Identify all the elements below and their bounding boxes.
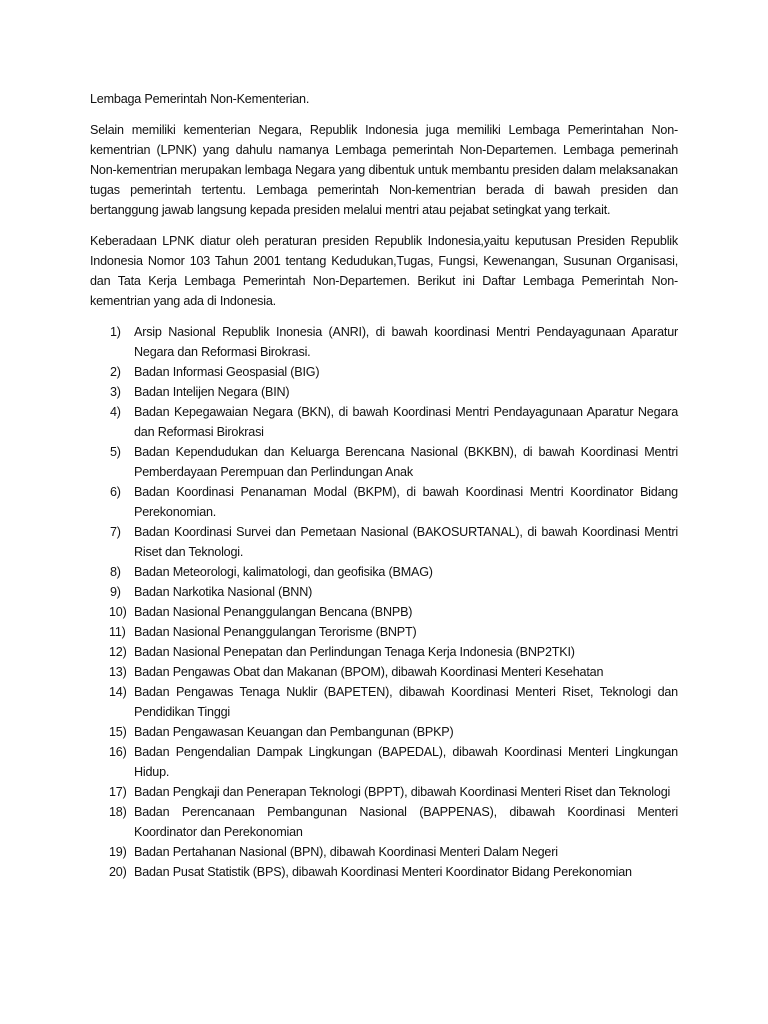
list-item xyxy=(90,862,678,882)
list-text: Badan Kependudukan dan Keluarga Berencana Nasional (BKKBN), di bawah Koordinasi Mentri Pemberdayaan Perempuan dan Perlindungan Anak xyxy=(134,445,678,479)
list-number: 4) xyxy=(110,405,121,419)
list-item xyxy=(90,402,678,442)
list-number: 13) xyxy=(109,665,127,679)
list-number: 19) xyxy=(109,845,127,859)
list-number: 18) xyxy=(109,805,127,819)
list-number: 5) xyxy=(110,445,121,459)
list-item xyxy=(90,522,678,562)
list-text: Badan Kepegawaian Negara (BKN), di bawah Koordinasi Mentri Pendayagunaan Aparatur Negara dan Reformasi Birokrasi xyxy=(134,405,678,439)
list-text: Badan Pengkaji dan Penerapan Teknologi (BPPT), dibawah Koordinasi Menteri Riset dan Teknologi xyxy=(134,785,671,799)
list-text: Badan Pengawasan Keuangan dan Pembangunan (BPKP) xyxy=(134,725,454,739)
list-item xyxy=(90,482,678,522)
list-item xyxy=(90,842,678,862)
list-number: 3) xyxy=(110,385,121,399)
list-text: Badan Nasional Penanggulangan Bencana (BNPB) xyxy=(134,605,413,619)
list-text: Badan Pertahanan Nasional (BPN), dibawah Koordinasi Menteri Dalam Negeri xyxy=(134,845,558,859)
list-item xyxy=(90,662,678,682)
list-number: 17) xyxy=(109,785,127,799)
list-text: Arsip Nasional Republik Inonesia (ANRI), di bawah koordinasi Mentri Pendayagunaan Aparatur Negara dan Reformasi Birokrasi. xyxy=(134,325,678,359)
list-number: 1) xyxy=(110,325,121,339)
list-text: Badan Koordinasi Survei dan Pemetaan Nasional (BAKOSURTANAL), di bawah Koordinasi Mentri Riset dan Teknologi. xyxy=(134,525,678,559)
list-item xyxy=(90,582,678,602)
list-item xyxy=(90,722,678,742)
list-number: 8) xyxy=(110,565,121,579)
list-text: Badan Koordinasi Penanaman Modal (BKPM), di bawah Koordinasi Mentri Koordinator Bidang Perekonomian. xyxy=(134,485,678,519)
list-text: Badan Narkotika Nasional (BNN) xyxy=(134,585,313,599)
list-number: 14) xyxy=(109,685,127,699)
list-text: Badan Intelijen Negara (BIN) xyxy=(134,385,290,399)
list-number: 2) xyxy=(110,365,121,379)
legal-basis-paragraph: Keberadaan LPNK diatur oleh peraturan presiden Republik Indonesia,yaitu keputusan Presiden Republik Indonesia Nomor 103 Tahun 2001 tentang Kedudukan,Tugas, Fungsi, Kewenangan, Susunan Organisasi, dan Tata Kerja Lembaga Pemerintah Non-Departemen. Berikut ini Daftar Lembaga Pemerintah Non-kementrian yang ada di Indonesia. xyxy=(90,234,678,308)
agency-list xyxy=(90,322,678,882)
list-item xyxy=(90,802,678,842)
list-text: Badan Informasi Geospasial (BIG) xyxy=(134,365,320,379)
list-text: Badan Pusat Statistik (BPS), dibawah Koordinasi Menteri Koordinator Bidang Perekonomian xyxy=(134,865,632,879)
list-item xyxy=(90,442,678,482)
list-number: 6) xyxy=(110,485,121,499)
list-number: 20) xyxy=(109,865,127,879)
list-text: Badan Nasional Penanggulangan Terorisme (BNPT) xyxy=(134,625,417,639)
list-text: Badan Meteorologi, kalimatologi, dan geofisika (BMAG) xyxy=(134,565,433,579)
list-item xyxy=(90,322,678,362)
list-text: Badan Pengendalian Dampak Lingkungan (BAPEDAL), dibawah Koordinasi Menteri Lingkungan Hidup. xyxy=(134,745,678,779)
document-title: Lembaga Pemerintah Non-Kementerian. xyxy=(90,92,310,106)
list-item xyxy=(90,682,678,722)
list-text: Badan Pengawas Tenaga Nuklir (BAPETEN), dibawah Koordinasi Menteri Riset, Teknologi dan Pendidikan Tinggi xyxy=(134,685,678,719)
list-item xyxy=(90,642,678,662)
list-number: 15) xyxy=(109,725,127,739)
list-number: 10) xyxy=(109,605,127,619)
list-item xyxy=(90,562,678,582)
list-number: 11) xyxy=(109,625,126,639)
list-item xyxy=(90,602,678,622)
list-item xyxy=(90,622,678,642)
list-item xyxy=(90,742,678,782)
list-number: 12) xyxy=(109,645,127,659)
list-item xyxy=(90,782,678,802)
list-number: 16) xyxy=(109,745,127,759)
list-number: 7) xyxy=(110,525,121,539)
list-item xyxy=(90,382,678,402)
intro-paragraph: Selain memiliki kementerian Negara, Republik Indonesia juga memiliki Lembaga Pemerintahan Non-kementrian (LPNK) yang dahulu namanya Lembaga pemerintah Non-Departemen. Lembaga pemerinah Non-kementrian merupakan lembaga Negara yang dibentuk untuk membantu presiden dalam melaksanakan tugas pemerintah tertentu. Lembaga pemerintah Non-kementrian berada di bawah presiden dan bertanggung jawab langsung kepada presiden melalui mentri atau pejabat setingkat yang terkait. xyxy=(90,123,678,217)
list-text: Badan Nasional Penepatan dan Perlindungan Tenaga Kerja Indonesia (BNP2TKI) xyxy=(134,645,575,659)
list-text: Badan Pengawas Obat dan Makanan (BPOM), dibawah Koordinasi Menteri Kesehatan xyxy=(134,665,604,679)
list-item xyxy=(90,362,678,382)
list-text: Badan Perencanaan Pembangunan Nasional (BAPPENAS), dibawah Koordinasi Menteri Koordinator dan Perekonomian xyxy=(134,805,678,839)
document-page xyxy=(90,89,678,882)
list-number: 9) xyxy=(110,585,121,599)
